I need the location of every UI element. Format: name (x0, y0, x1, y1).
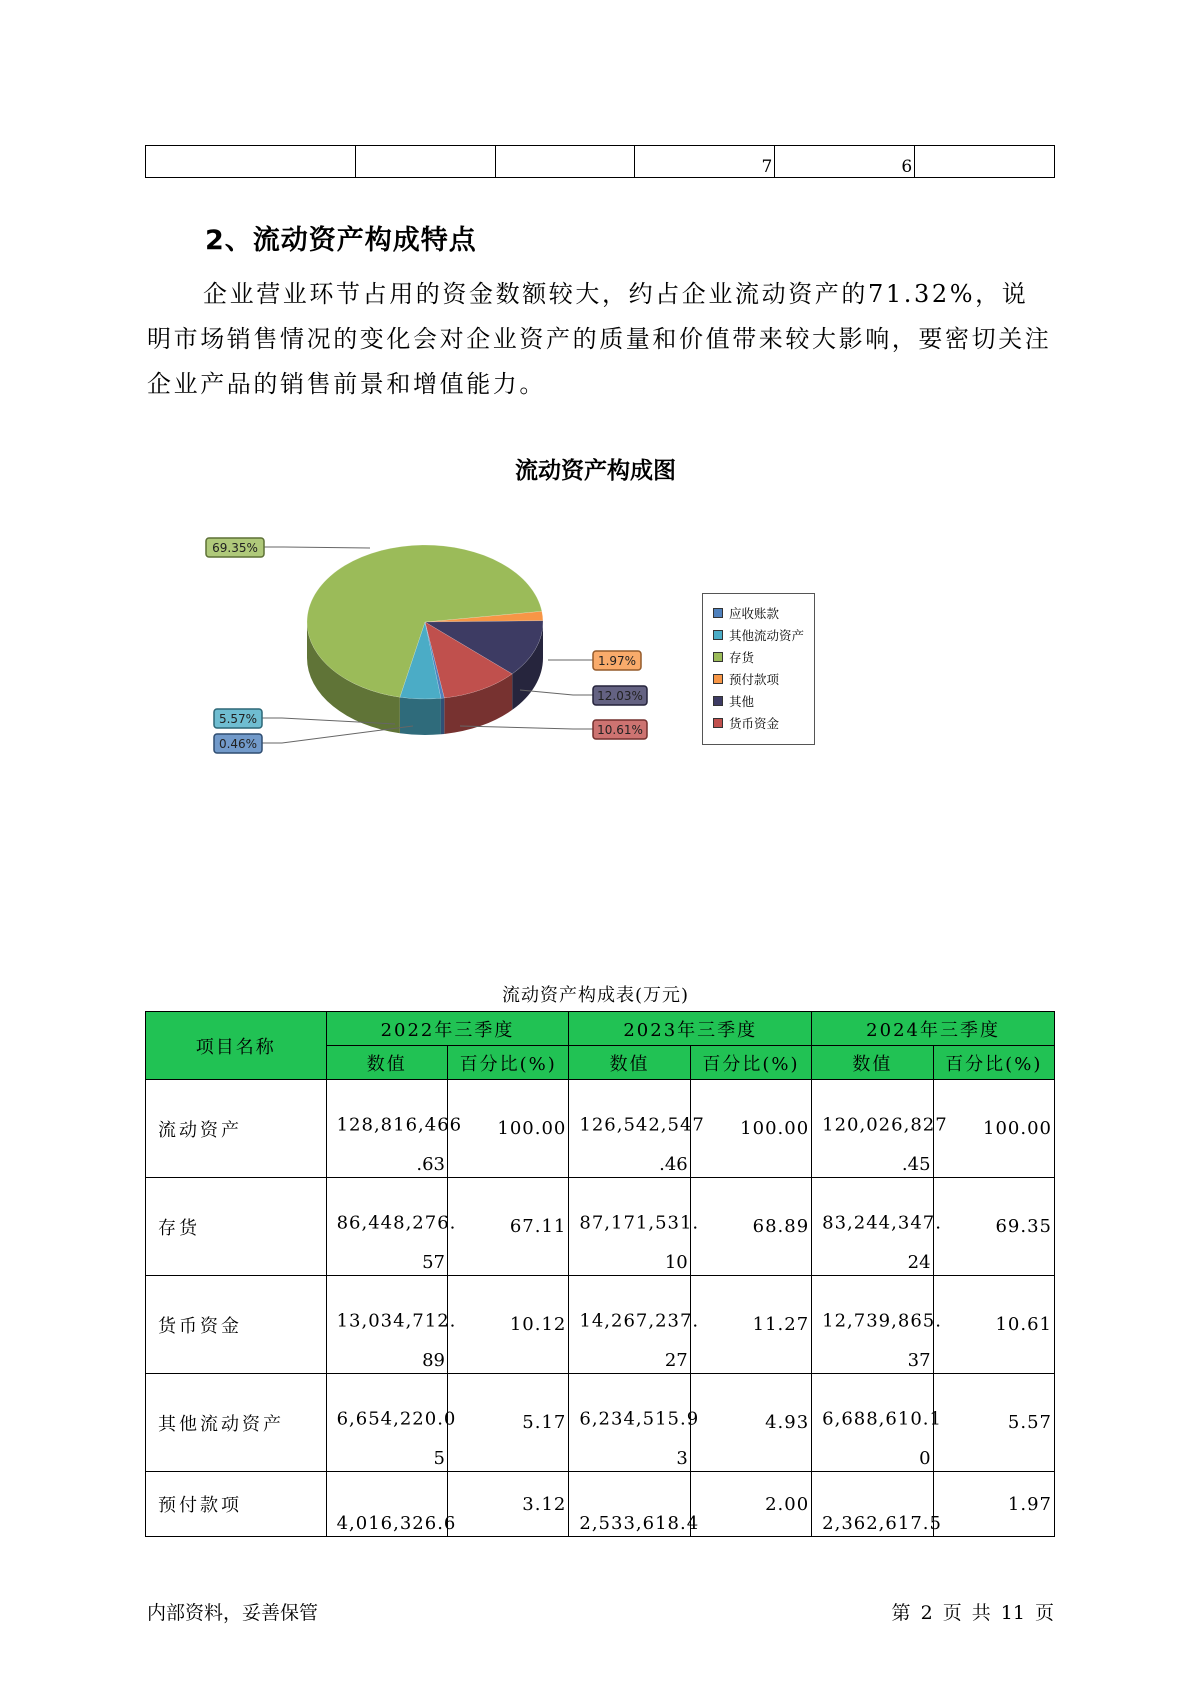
value-cell (326, 1374, 457, 1472)
data-label: 0.46% (218, 737, 258, 751)
value-line-1: 86,448,276. (336, 1212, 457, 1234)
current-assets-table (145, 1011, 1055, 1537)
value-line-1: 83,244,347. (822, 1212, 942, 1234)
legend-swatch (713, 718, 723, 728)
pct-cell: 68.89 (690, 1178, 811, 1276)
pct-cell: 5.57 (933, 1374, 1054, 1472)
table-cell: 7 (635, 146, 775, 178)
pct-cell: 100.00 (933, 1080, 1054, 1178)
value-cell (812, 1178, 942, 1276)
value-line-2: 27 (664, 1350, 688, 1371)
table-row (146, 1374, 1055, 1472)
value-line-2: 57 (422, 1252, 445, 1273)
header-value: 数值 (326, 1046, 447, 1080)
pie-side-应收账款 (441, 698, 444, 734)
data-label: 5.57% (218, 712, 258, 726)
leader-line (264, 547, 370, 548)
row-name: 流动资产 (146, 1080, 327, 1178)
legend-swatch (713, 630, 723, 640)
value-line-2: 5 (433, 1448, 445, 1469)
pct-cell: 100.00 (447, 1080, 568, 1178)
header-value: 数值 (569, 1046, 690, 1080)
footer-confidential: 内部资料，妥善保管 (147, 1602, 319, 1624)
legend-swatch (713, 652, 723, 662)
pct-cell: 10.61 (933, 1276, 1054, 1374)
data-label: 69.35% (212, 541, 258, 555)
table-row (146, 1472, 1055, 1537)
chart-legend (702, 593, 815, 745)
pct-cell: 3.12 (447, 1472, 568, 1537)
table-row (146, 1080, 1055, 1178)
row-name: 其他流动资产 (146, 1374, 327, 1472)
header-pct: 百分比(%) (933, 1046, 1054, 1080)
pct-cell: 11.27 (690, 1276, 811, 1374)
value-line-1: 6,688,610.1 (822, 1408, 942, 1430)
value-cell (812, 1374, 942, 1472)
pct-cell: 69.35 (933, 1178, 1054, 1276)
value-cell (812, 1080, 948, 1178)
legend-swatch (713, 608, 723, 618)
value-line-2: 3 (676, 1448, 688, 1469)
row-name: 货币资金 (146, 1276, 327, 1374)
value-line-2: .46 (659, 1154, 688, 1175)
header-period: 2024年三季度 (812, 1012, 1055, 1046)
pct-cell: 1.97 (933, 1472, 1054, 1537)
value-cell (569, 1178, 700, 1276)
table-cell: 6 (775, 146, 915, 178)
value-line-2: .63 (416, 1154, 445, 1175)
value-cell (569, 1374, 700, 1472)
data-label: 10.61% (597, 723, 643, 737)
header-pct: 百分比(%) (690, 1046, 811, 1080)
table-row (146, 1276, 1055, 1374)
pct-cell: 10.12 (447, 1276, 568, 1374)
legend-swatch (713, 696, 723, 706)
value-line-1: 14,267,237. (579, 1310, 700, 1332)
value-line-1: 126,542,547 (579, 1114, 705, 1136)
legend-label: 应收账款 (729, 606, 780, 621)
pie-chart (0, 0, 1191, 800)
pie-side-其他流动资产 (400, 697, 441, 735)
header-item-name: 项目名称 (146, 1012, 327, 1080)
value-cell (326, 1472, 457, 1537)
leader-line (460, 726, 593, 729)
row-name: 预付款项 (146, 1472, 327, 1537)
value-line-2: 89 (422, 1350, 445, 1371)
value-line-1: 12,739,865. (822, 1310, 942, 1332)
legend-label: 其他流动资产 (729, 628, 805, 643)
header-value: 数值 (812, 1046, 933, 1080)
value-line-1: 6,654,220.0 (336, 1408, 457, 1430)
legend-swatch (713, 674, 723, 684)
pct-cell: 2.00 (690, 1472, 811, 1537)
value-line-1: 2,362,617.5 (822, 1513, 942, 1534)
body-paragraph: 企业营业环节占用的资金数额较大，约占企业流动资产的71.32%，说明市场销售情况的变化会对企业资产的质量和价值带来较大影响，要密切关注企业产品的销售前景和增值能力。 (147, 280, 1052, 398)
data-label: 1.97% (597, 654, 637, 668)
value-cell (569, 1080, 705, 1178)
value-line-2: 37 (907, 1350, 931, 1371)
value-line-1: 13,034,712. (336, 1310, 457, 1332)
value-line-2: .45 (901, 1154, 931, 1175)
table-row (146, 1178, 1055, 1276)
footer-page-number: 第 2 页 共 11 页 (891, 1602, 1054, 1624)
legend-item (713, 625, 804, 645)
value-line-1: 87,171,531. (579, 1212, 700, 1234)
value-cell (812, 1472, 942, 1537)
value-cell (569, 1472, 700, 1537)
pct-cell: 4.93 (690, 1374, 811, 1472)
value-line-2: 24 (907, 1252, 931, 1273)
value-cell (326, 1276, 457, 1374)
legend-item (713, 647, 754, 667)
leader-line (262, 726, 413, 743)
value-line-1: 128,816,466 (336, 1114, 463, 1136)
value-line-1: 6,234,515.9 (579, 1408, 700, 1430)
pct-cell: 5.17 (447, 1374, 568, 1472)
header-period: 2023年三季度 (569, 1012, 812, 1046)
legend-item (713, 669, 779, 689)
value-cell (812, 1276, 942, 1374)
pct-cell: 100.00 (690, 1080, 811, 1178)
leader-line (520, 690, 593, 695)
legend-item (713, 691, 754, 711)
value-line-1: 4,016,326.6 (336, 1513, 457, 1534)
value-cell (326, 1080, 463, 1178)
pct-cell: 67.11 (447, 1178, 568, 1276)
value-line-2: 0 (919, 1448, 931, 1469)
chart-title: 流动资产构成图 (515, 458, 676, 484)
data-label: 12.03% (597, 689, 643, 703)
table-header-row (146, 1012, 1055, 1046)
header-period: 2022年三季度 (326, 1012, 569, 1046)
legend-label: 其他 (729, 694, 755, 709)
section-heading: 2、流动资产构成特点 (205, 225, 477, 256)
value-line-2: 10 (664, 1252, 688, 1273)
value-line-1: 2,533,618.4 (579, 1513, 700, 1534)
value-cell (569, 1276, 700, 1374)
legend-item (713, 603, 779, 623)
legend-item (713, 713, 779, 733)
row-name: 存货 (146, 1178, 327, 1276)
legend-label: 存货 (729, 650, 755, 665)
legend-label: 货币资金 (729, 716, 780, 731)
table-caption: 流动资产构成表(万元) (501, 985, 690, 1006)
legend-label: 预付款项 (729, 672, 780, 687)
value-cell (326, 1178, 457, 1276)
value-line-1: 120,026,827 (822, 1114, 948, 1136)
header-pct: 百分比(%) (447, 1046, 568, 1080)
